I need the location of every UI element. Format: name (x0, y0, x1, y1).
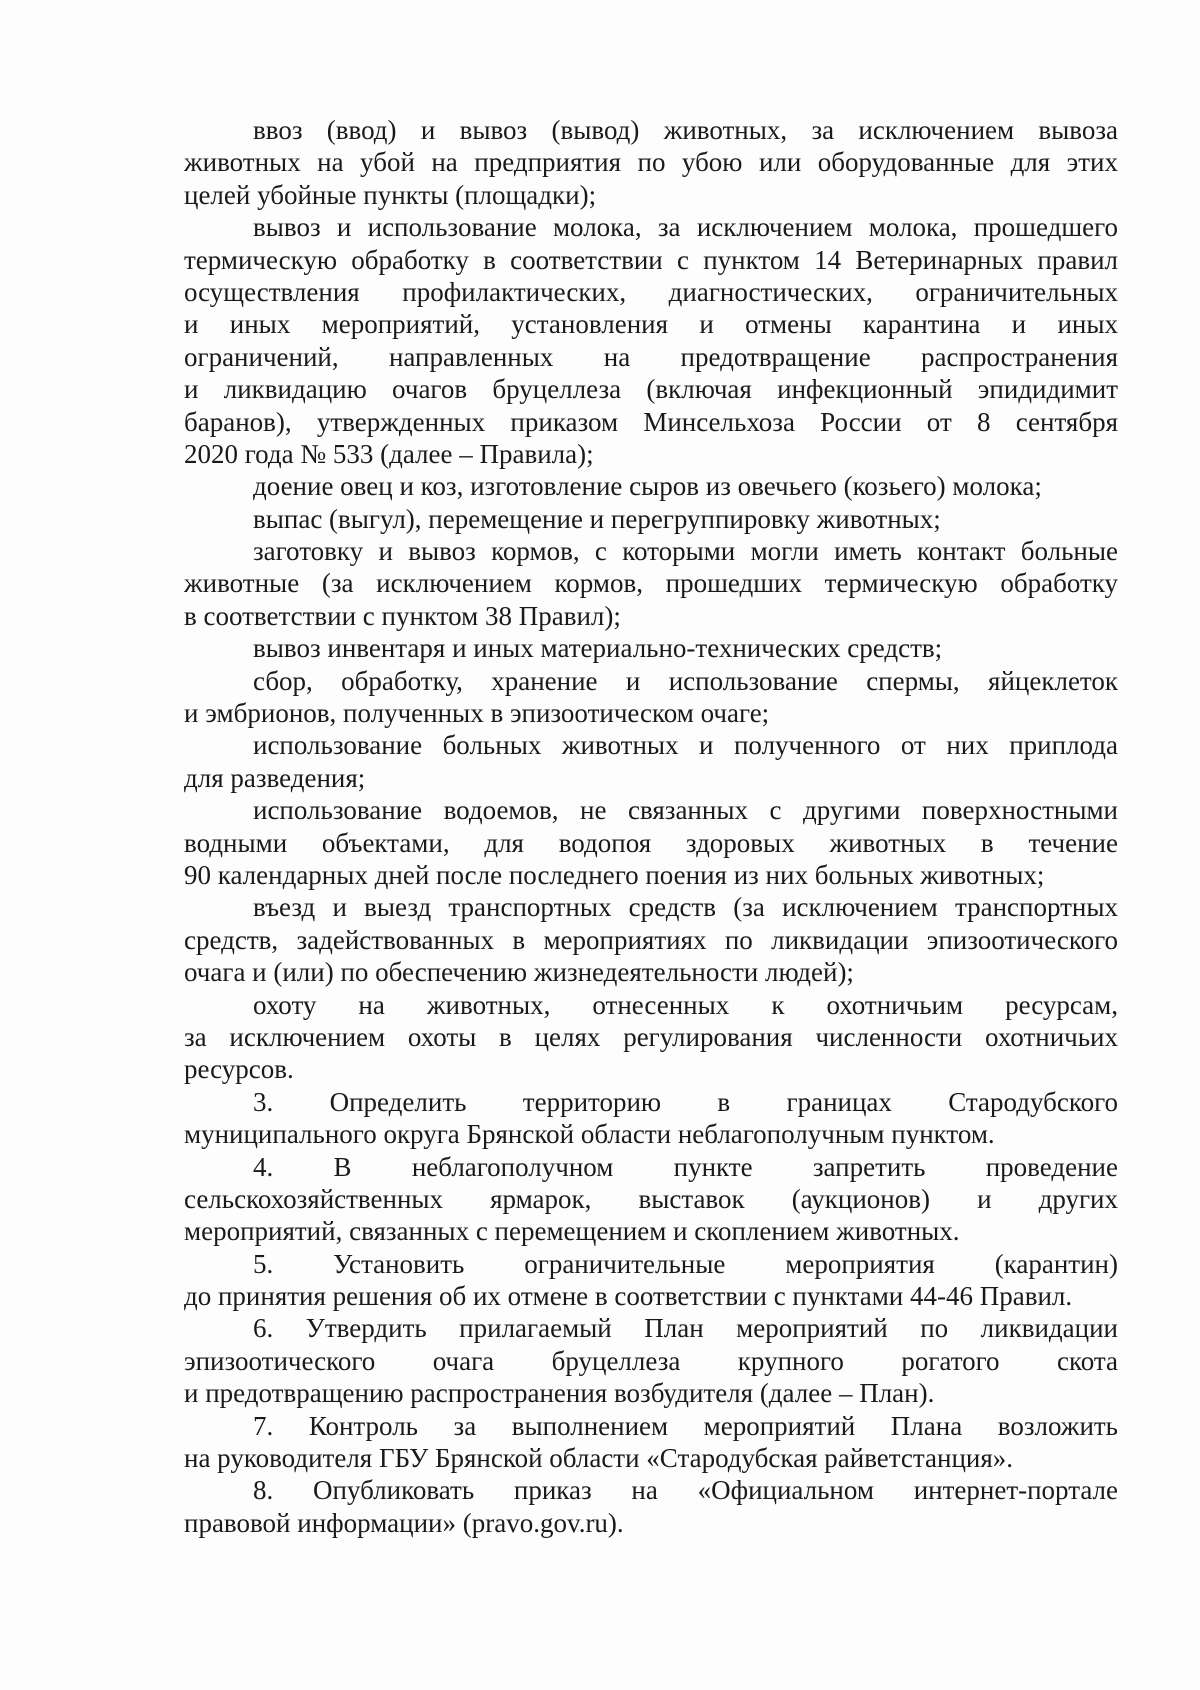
text-line: осуществления профилактических, диагностических, ограничительных (184, 276, 1118, 307)
paragraph-transport (184, 891, 1118, 988)
text-line (184, 1474, 1118, 1506)
numbered-paragraph-6 (184, 1312, 1118, 1409)
text-line: животные (за исключением кормов, прошедших термическую обработку (184, 568, 1118, 599)
text-line: эпизоотического очага бруцеллеза крупного рогатого скота (184, 1345, 1118, 1376)
text-span: Контроль за выполнением мероприятий Плана возложить (308, 1410, 1118, 1441)
text-line: животных на убой на предприятия по убою или оборудованные для этих (184, 147, 1118, 178)
text-line: в соответствии с пунктом 38 Правил); (184, 600, 621, 631)
text-line: средств, задействованных в мероприятиях по ликвидации эпизоотического (184, 924, 1118, 955)
text-line: водными объектами, для водопоя здоровых животных в течение (184, 827, 1118, 858)
text-line: для разведения; (184, 762, 366, 793)
text-line (184, 1086, 1118, 1118)
text-line: заготовку и вывоз кормов, с которыми могли иметь контакт больные (253, 536, 1118, 567)
text-line: доение овец и коз, изготовление сыров из овечьего (козьего) молока; (253, 471, 1042, 502)
text-line: за исключением охоты в целях регулирования численности охотничьих (184, 1021, 1118, 1052)
numbered-paragraph-7 (184, 1410, 1118, 1475)
text-line: сбор, обработку, хранение и использование спермы, яйцеклеток (253, 665, 1118, 696)
text-line: и предотвращению распространения возбудителя (далее – План). (184, 1378, 935, 1409)
text-line: мероприятий, связанных с перемещением и скоплением животных. (184, 1216, 960, 1247)
text-line: 2020 года № 533 (далее – Правила); (184, 438, 594, 469)
text-line: правовой информации» (pravo.gov.ru). (184, 1507, 624, 1538)
text-line: до принятия решения об их отмене в соответствии с пунктами 44-46 Правил. (184, 1281, 1073, 1312)
text-line: охоту на животных, отнесенных к охотничьим ресурсам, (253, 989, 1118, 1020)
text-span: Утвердить прилагаемый План мероприятий по ликвидации (305, 1313, 1118, 1344)
paragraph-number: 8. (253, 1475, 274, 1506)
paragraph-breeding (184, 729, 1118, 794)
text-line (184, 1410, 1118, 1442)
text-line: использование больных животных и полученного от них приплода (253, 730, 1118, 761)
text-line: вывоз и использование молока, за исключением молока, прошедшего (253, 212, 1118, 243)
text-line: муниципального округа Брянской области неблагополучным пунктом. (184, 1119, 995, 1150)
paragraph-feed (184, 535, 1118, 632)
text-line: и иных мероприятий, установления и отмены карантина и иных (184, 309, 1118, 340)
text-span: В неблагополучном пункте запретить проведение (333, 1151, 1118, 1182)
paragraph-number: 6. (253, 1313, 274, 1344)
text-line: вывоз инвентаря и иных материально-технических средств; (253, 633, 943, 664)
text-line: въезд и выезд транспортных средств (за исключением транспортных (253, 892, 1118, 923)
text-line: ввоз (ввод) и вывоз (вывод) животных, за исключением вывоза (253, 115, 1118, 145)
paragraph-import-export (184, 114, 1118, 211)
paragraph-inventory (184, 632, 1118, 664)
text-span: Определить территорию в границах Стародубского (329, 1086, 1118, 1117)
numbered-paragraph-5 (184, 1248, 1118, 1313)
numbered-paragraph-4 (184, 1151, 1118, 1248)
text-line: на руководителя ГБУ Брянской области «Стародубская райветстанция». (184, 1443, 1014, 1474)
text-line: сельскохозяйственных ярмарок, выставок (аукционов) и других (184, 1183, 1118, 1214)
paragraph-number: 3. (253, 1086, 274, 1117)
text-line (184, 1151, 1118, 1183)
text-line: выпас (выгул), перемещение и перегруппировку животных; (253, 503, 941, 534)
paragraph-milking (184, 470, 1118, 502)
text-line (184, 1312, 1118, 1344)
text-line: использование водоемов, не связанных с другими поверхностными (253, 795, 1118, 826)
text-line: очага и (или) по обеспечению жизнедеятельности людей); (184, 957, 854, 988)
text-line (184, 1248, 1118, 1280)
numbered-paragraph-8 (184, 1474, 1118, 1539)
text-line: и ликвидацию очагов бруцеллеза (включая инфекционный эпидидимит (184, 374, 1118, 405)
paragraph-milk (184, 211, 1118, 470)
paragraph-water (184, 794, 1118, 891)
document-body (184, 114, 1118, 1539)
paragraph-number: 7. (253, 1410, 274, 1441)
text-span: Установить ограничительные мероприятия (карантин) (333, 1248, 1118, 1279)
text-line: и эмбрионов, полученных в эпизоотическом очаге; (184, 698, 770, 729)
text-line: баранов), утвержденных приказом Минсельхоза России от 8 сентября (184, 406, 1118, 437)
text-line: целей убойные пункты (площадки); (184, 179, 597, 210)
text-line: термическую обработку в соответствии с пунктом 14 Ветеринарных правил (184, 244, 1118, 275)
text-line: ограничений, направленных на предотвращение распространения (184, 341, 1118, 372)
paragraph-sperm (184, 665, 1118, 730)
text-line: ресурсов. (184, 1054, 294, 1085)
paragraph-number: 5. (253, 1248, 274, 1279)
paragraph-hunting (184, 989, 1118, 1086)
paragraph-number: 4. (253, 1151, 274, 1182)
paragraph-grazing (184, 503, 1118, 535)
text-line: 90 календарных дней после последнего поения из них больных животных; (184, 859, 1045, 890)
text-span: Опубликовать приказ на «Официальном интернет-портале (313, 1475, 1118, 1506)
numbered-paragraph-3 (184, 1086, 1118, 1151)
